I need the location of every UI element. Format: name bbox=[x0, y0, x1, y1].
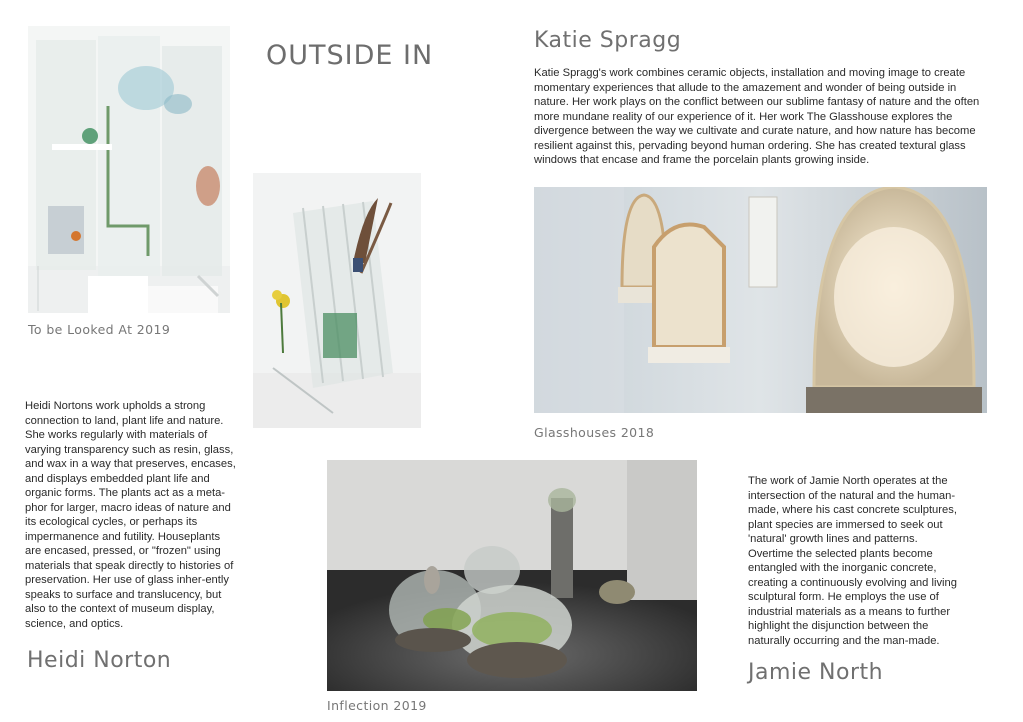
heidi-norton-heading: Heidi Norton bbox=[27, 648, 172, 673]
jamie-north-bio: The work of Jamie North operates at the intersection of the natural and the human-made, where his cast concrete sculptures, plant species are immersed to seek out 'natural' growth lines and patterns. Overtime the selected plants become entangled with the inorganic concrete, creating a continuously evolving and living sculptural form. He employs the use of industrial materials as a means to further highlight the disjunction between the naturally occurring and the man-made. bbox=[748, 475, 957, 647]
page-title: OUTSIDE IN bbox=[266, 40, 434, 71]
katie-spragg-bio: Katie Spragg's work combines ceramic objects, installation and moving image to create momentary experiences that allude to the amazement and wonder of being outside in nature. Her work plays on the conflict between our sublime fantasy of nature and the often more mundane reality of our experience of it. Her work The Glasshouse explores the divergence between the way we cultivate and curate nature, and how nature has become resilient against this, pervading beyond human ordering. She has created textural glass windows that encase and frame the porcelain plants growing inside. bbox=[534, 67, 980, 166]
jamie-artwork-caption: Inflection 2019 bbox=[327, 698, 427, 713]
heidi-artwork-caption: To be Looked At 2019 bbox=[28, 322, 171, 337]
jamie-inflection-photo bbox=[327, 460, 697, 691]
heidi-rack-photo bbox=[253, 173, 421, 428]
katie-artwork-caption: Glasshouses 2018 bbox=[534, 425, 655, 440]
heidi-norton-bio: Heidi Nortons work upholds a strong connection to land, plant life and nature. She works regularly with materials of varying transparency such as resin, glass, and wax in a way that preserves, encases, and displays embedded plant life and organic forms. The plants act as a meta-phor for larger, macro ideas of nature and its ecological cycles, or perhaps its impermanence and futility. Houseplants are encased, pressed, or "frozen" using materials that speak directly to histories of preservation. Her use of glass inher-ently speaks to surface and translucency, but also to the context of museum display, science, and optics. bbox=[25, 400, 236, 630]
heidi-installation-photo bbox=[28, 26, 230, 313]
katie-spragg-heading: Katie Spragg bbox=[534, 28, 682, 53]
katie-glasshouse-photo bbox=[534, 187, 987, 413]
jamie-north-heading: Jamie North bbox=[748, 660, 884, 685]
